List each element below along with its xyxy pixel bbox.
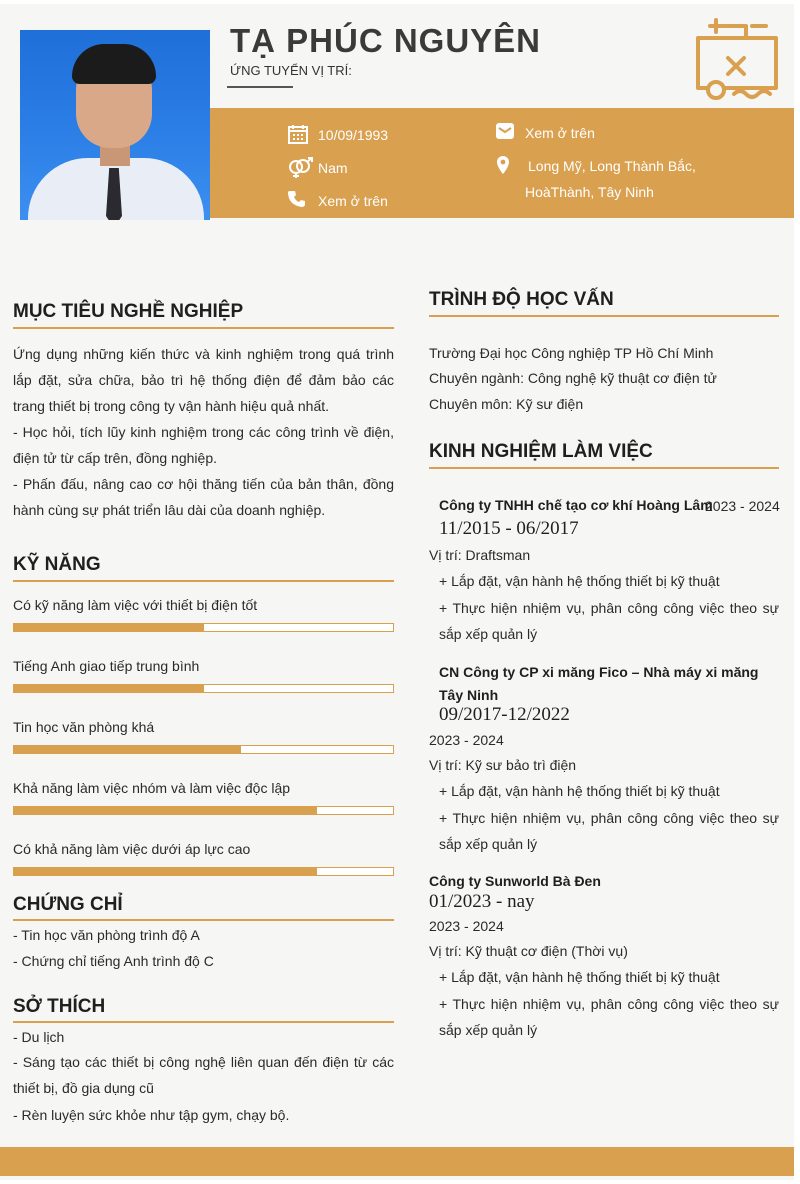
skill-label: Có kỹ năng làm việc với thiết bị điện tốt	[13, 597, 258, 613]
objective-p3: - Phấn đấu, nâng cao cơ hội thăng tiến của bản thân, đồng hành cùng sự phát triển lâu dài của doanh nghiệp.	[13, 476, 394, 518]
location-pin-icon	[495, 155, 511, 175]
calendar-icon	[288, 124, 308, 144]
skill-bar-fill	[14, 746, 241, 753]
job-company: Công ty Sunworld Bà Đen	[429, 873, 601, 889]
phone-value[interactable]: Xem ở trên	[318, 193, 388, 209]
job-position: Vị trí: Draftsman	[429, 547, 531, 563]
education-major: Chuyên ngành: Công nghệ kỹ thuật cơ điện tử	[429, 370, 717, 386]
experience-rule	[429, 467, 779, 469]
job-period: 09/2017-12/2022	[439, 704, 570, 725]
hobby-item: - Rèn luyện sức khỏe như tập gym, chạy bộ.	[13, 1107, 290, 1123]
skill-label: Tin học văn phòng khá	[13, 719, 155, 735]
job-position: Vị trí: Kỹ thuật cơ điện (Thời vụ)	[429, 943, 628, 959]
certificates-rule	[13, 919, 394, 921]
objective-p1: Ứng dụng những kiến thức và kinh nghiệm trong quá trình lắp đặt, sửa chữa, bảo trì hệ thống điện để đảm bảo các trang thiết bị trong công ty vận hành hiệu quả nhất.	[13, 346, 394, 414]
dob-row	[318, 122, 388, 148]
job-position: Vị trí: Kỹ sư bảo trì điện	[429, 757, 577, 773]
apply-underline	[227, 86, 293, 88]
objective-p2: - Học hỏi, tích lũy kinh nghiệm trong các công trình về điện, điện tử từ cấp trên, đồng nghiệp.	[13, 424, 394, 466]
email-icon	[495, 122, 515, 140]
skill-bar-fill	[14, 685, 204, 692]
address-row	[525, 153, 696, 205]
certificate-item: - Tin học văn phòng trình độ A	[13, 927, 200, 943]
job-task: + Lắp đặt, vận hành hệ thống thiết bị kỹ thuật	[439, 783, 720, 799]
dob-value: 10/09/1993	[318, 127, 389, 143]
skill-bar-fill	[14, 624, 204, 631]
apply-position-label: ỨNG TUYỂN VỊ TRÍ:	[230, 63, 352, 78]
phone-icon	[288, 190, 306, 208]
skill-bar	[13, 684, 394, 693]
job-company: CN Công ty CP xi măng Fico – Nhà máy xi măng Tây Ninh	[439, 664, 759, 703]
email-value[interactable]: Xem ở trên	[525, 125, 595, 141]
email-row	[525, 120, 595, 146]
footer-band	[0, 1147, 794, 1176]
job-task: + Thực hiện nhiệm vụ, phân công công việc theo sự sắp xếp quản lý	[439, 600, 779, 642]
education-school: Trường Đại học Công nghiệp TP Hồ Chí Minh	[429, 345, 714, 361]
hobbies-rule	[13, 1021, 394, 1023]
electrician-logo-icon	[694, 16, 780, 102]
skill-label: Có khả năng làm việc dưới áp lực cao	[13, 841, 251, 857]
education-specialty: Chuyên môn: Kỹ sư điện	[429, 396, 584, 412]
hobbies-title: SỞ THÍCH	[13, 996, 106, 1017]
address-line-2: HoàThành, Tây Ninh	[525, 184, 654, 200]
profile-photo	[20, 30, 210, 220]
job-company: Công ty TNHH chế tạo cơ khí Hoàng Lâm	[439, 497, 713, 513]
experience-title: KINH NGHIỆM LÀM VIỆC	[429, 441, 653, 462]
objective-title: MỤC TIÊU NGHỀ NGHIỆP	[13, 301, 244, 322]
job-period: 11/2015 - 06/2017	[439, 518, 579, 539]
gender-icon	[288, 157, 314, 179]
education-rule	[429, 315, 779, 317]
job-task: + Thực hiện nhiệm vụ, phân công công việc theo sự sắp xếp quản lý	[439, 810, 779, 852]
job-task: + Lắp đặt, vận hành hệ thống thiết bị kỹ thuật	[439, 969, 720, 985]
skill-bar	[13, 623, 394, 632]
skill-bar	[13, 745, 394, 754]
skill-label: Khả năng làm việc nhóm và làm việc độc lập	[13, 780, 291, 796]
hobby-item: - Du lịch	[13, 1029, 65, 1045]
job-task: + Thực hiện nhiệm vụ, phân công công việc theo sự sắp xếp quản lý	[439, 996, 779, 1038]
phone-row	[318, 188, 388, 214]
job-years: 2023 - 2024	[429, 918, 504, 934]
education-title: TRÌNH ĐỘ HỌC VẤN	[429, 289, 614, 310]
skills-rule	[13, 580, 394, 582]
skill-bar-fill	[14, 868, 317, 875]
job-task: + Lắp đặt, vận hành hệ thống thiết bị kỹ thuật	[439, 573, 720, 589]
address-line-1: Long Mỹ, Long Thành Bắc,	[528, 158, 696, 174]
job-years: 2023 - 2024	[705, 498, 780, 514]
gender-row	[318, 155, 348, 181]
skill-bar-fill	[14, 807, 317, 814]
skills-title: KỸ NĂNG	[13, 554, 101, 575]
certificates-title: CHỨNG CHỈ	[13, 894, 123, 915]
skill-label: Tiếng Anh giao tiếp trung bình	[13, 658, 200, 674]
job-period: 01/2023 - nay	[429, 891, 535, 912]
certificate-item: - Chứng chỉ tiếng Anh trình độ C	[13, 953, 214, 969]
objective-rule	[13, 327, 394, 329]
hobby-item: - Sáng tạo các thiết bị công nghệ liên quan đến điện từ các thiết bị, đồ gia dụng cũ	[13, 1054, 394, 1096]
skill-bar	[13, 867, 394, 876]
candidate-name: TẠ PHÚC NGUYÊN	[230, 22, 542, 59]
cv-page	[0, 4, 794, 1180]
gender-value: Nam	[318, 160, 348, 176]
skill-bar	[13, 806, 394, 815]
job-years: 2023 - 2024	[429, 732, 504, 748]
